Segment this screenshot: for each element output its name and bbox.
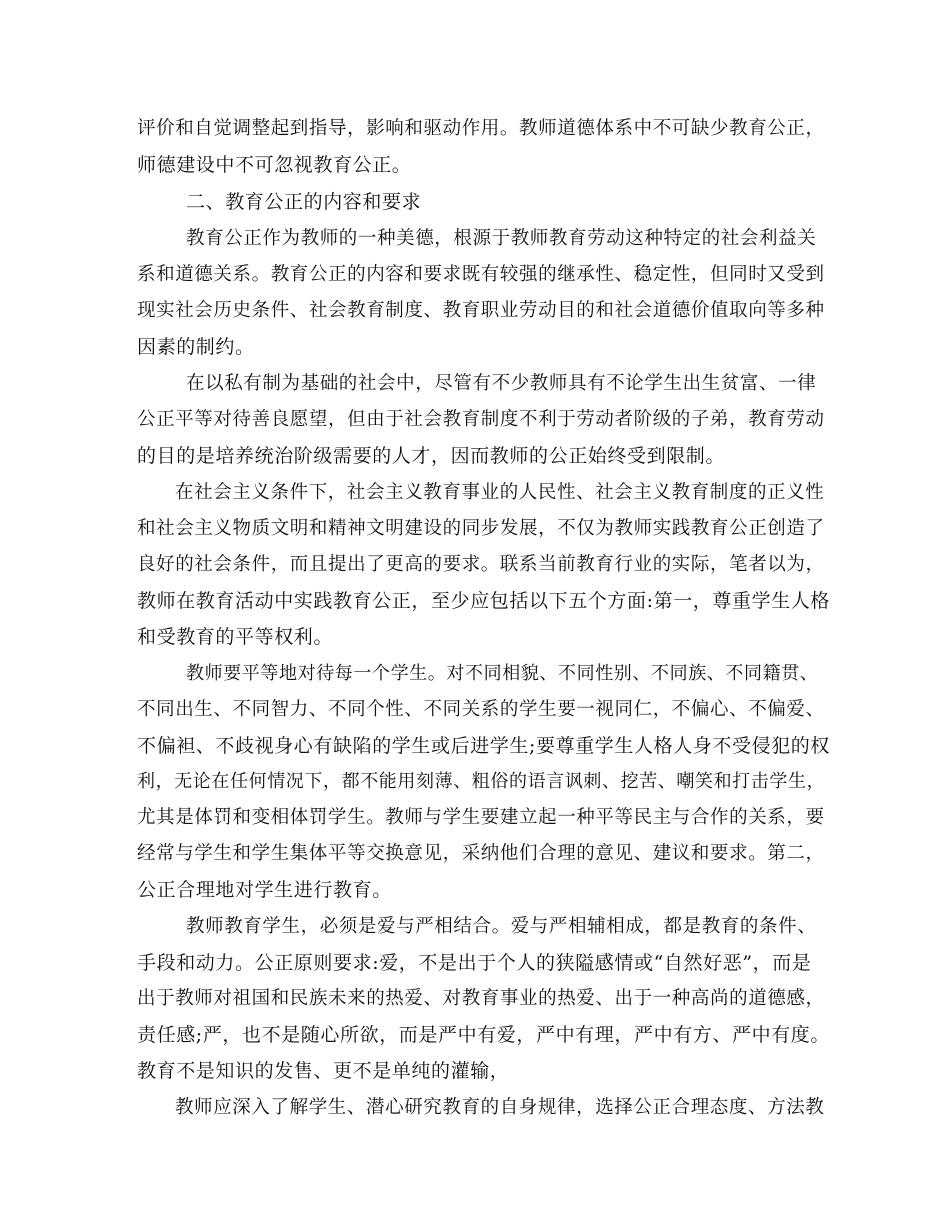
text-line: 教师在教育活动中实践教育公正，至少应包括以下五个方面:第一，尊重学生人格: [137, 590, 831, 612]
text-line: 现实社会历史条件、社会教育制度、教育职业劳动目的和社会道德价值取向等多种: [137, 300, 825, 321]
text-line: 不同出生、不同智力、不同个性、不同关系的学生要一视同仁，不偏心、不偏爱、: [137, 699, 825, 720]
text-line: 经常与学生和学生集体平等交换意见，采纳他们合理的意见、建议和要求。第二，: [137, 843, 825, 864]
text-line: 不偏袒、不歧视身心有缺陷的学生或后进学生;要尊重学生人格人身不受侵犯的权: [137, 735, 831, 757]
text-line: 教师要平等地对待每一个学生。对不同相貌、不同性别、不同族、不同籍贯、: [186, 663, 819, 684]
text-line: 在社会主义条件下，社会主义教育事业的人民性、社会主义教育制度的正义性: [175, 482, 825, 503]
text-line: 手段和动力。公正原则要求:爱，不是出于个人的狭隘感情或“自然好恶”，而是: [137, 952, 812, 974]
text-line: 因素的制约。: [137, 336, 255, 358]
text-line: 出于教师对祖国和民族未来的热爱、对教育事业的热爱、出于一种高尚的道德感，: [137, 988, 825, 1009]
text-line: 系和道德关系。教育公正的内容和要求既有较强的继承性、稳定性，但同时又受到: [137, 264, 825, 285]
text-line: 在以私有制为基础的社会中，尽管有不少教师具有不论学生出生贫富、一律: [186, 373, 817, 394]
text-line: 良好的社会条件，而且提出了更高的要求。联系当前教育行业的实际，笔者以为，: [137, 554, 825, 575]
text-line: 公正合理地对学生进行教育。: [137, 879, 392, 901]
text-line: 教育公正作为教师的一种美德，根源于教师教育劳动这种特定的社会利益关: [186, 228, 817, 249]
text-line: 教育不是知识的发售、更不是单纯的灌输，: [137, 1060, 510, 1082]
text-line: 教师教育学生，必须是爱与严相结合。爱与严相辅相成，都是教育的条件、: [186, 916, 817, 937]
text-line: 师德建设中不可忽视教育公正。: [137, 154, 412, 176]
text-line: 利，无论在任何情况下，都不能用刻薄、粗俗的语言讽刺、挖苦、嘲笑和打击学生，: [137, 771, 826, 792]
text-line: 的目的是培养统治阶级需要的人才，因而教师的公正始终受到限制。: [137, 445, 726, 467]
text-line: 评价和自觉调整起到指导，影响和驱动作用。教师道德体系中不可缺少教育公正，: [137, 118, 825, 139]
text-line: 和受教育的平等权利。: [137, 626, 334, 648]
text-line: 尤其是体罚和变相体罚学生。教师与学生要建立起一种平等民主与合作的关系，要: [137, 807, 825, 828]
text-line: 教师应深入了解学生、潜心研究教育的自身规律，选择公正合理态度、方法教: [175, 1097, 825, 1118]
section-heading: 二、教育公正的内容和要求: [186, 191, 422, 213]
text-line: 公正平等对待善良愿望，但由于社会教育制度不利于劳动者阶级的子弟，教育劳动: [137, 409, 825, 430]
text-line: 责任感;严，也不是随心所欲，而是严中有爱，严中有理，严中有方、严中有度。: [137, 1024, 831, 1046]
text-line: 和社会主义物质文明和精神文明建设的同步发展，不仅为教师实践教育公正创造了: [137, 518, 825, 539]
